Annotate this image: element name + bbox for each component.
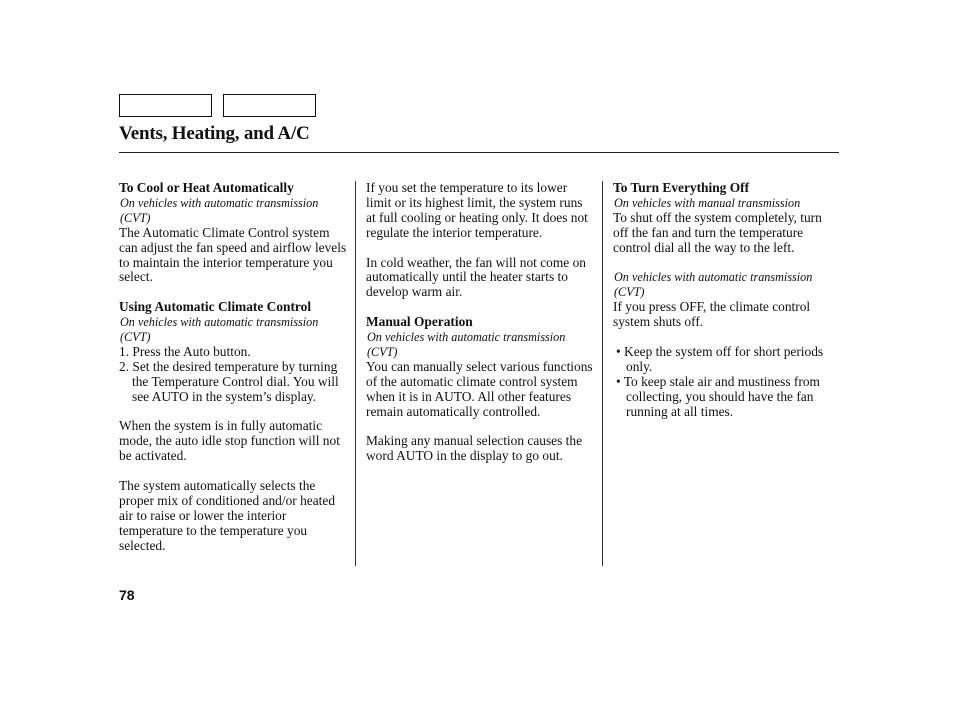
list-item: • To keep stale air and mustiness from collecting, you should have the fan running at all times. xyxy=(616,373,820,419)
body-paragraph: If you press OFF, the climate control system shuts off. xyxy=(613,299,811,330)
page-number: 78 xyxy=(119,587,135,603)
body-paragraph: The system automatically selects the proper mix of conditioned and/or heated air to raise or lower the interior temperature to the temperature you selected. xyxy=(119,478,336,553)
list-item: • Keep the system off for short periods only. xyxy=(616,343,824,374)
transmission-note: On vehicles with automatic transmission (CVT) xyxy=(367,330,566,359)
section-heading-manual-operation: Manual Operation xyxy=(366,314,473,330)
transmission-note: On vehicles with automatic transmission (CVT) xyxy=(614,270,813,300)
column-divider xyxy=(602,181,603,566)
section-heading-using-automatic-climate-control: Using Automatic Climate Control xyxy=(119,299,312,315)
body-paragraph: In cold weather, the fan will not come on automatically until the heater starts to develop warm air. xyxy=(366,254,586,300)
steps-list xyxy=(119,345,347,405)
body-paragraph: If you set the temperature to its lower limit or its highest limit, the system runs at full cooling or heating only. It does not regulate the interior temperature. xyxy=(366,180,588,240)
column-3 xyxy=(613,181,839,419)
bullet-list xyxy=(613,345,839,420)
body-paragraph: When the system is in fully automatic mode, the auto idle stop function will not be activated. xyxy=(119,418,340,464)
column-divider xyxy=(355,181,356,566)
transmission-note: On vehicles with automatic transmission (CVT) xyxy=(120,195,319,225)
body-paragraph: Making any manual selection causes the word AUTO in the display to go out. xyxy=(366,433,583,464)
list-item: 2. Set the desired temperature by turning the Temperature Control dial. You will see AUTO in the system’s display. xyxy=(119,358,339,404)
section-heading-cool-heat-automatically: To Cool or Heat Automatically xyxy=(119,180,294,195)
header-tab-box-1 xyxy=(119,94,212,117)
list-item: 1. Press the Auto button. xyxy=(119,343,251,359)
column-1 xyxy=(119,181,347,554)
header-tab-box-2 xyxy=(223,94,316,117)
transmission-note: On vehicles with automatic transmission (CVT) xyxy=(120,315,319,345)
transmission-note: On vehicles with manual transmission xyxy=(614,195,801,210)
body-paragraph: The Automatic Climate Control system can adjust the fan speed and airflow levels to maintain the interior temperature you select. xyxy=(119,224,347,285)
section-heading-turn-everything-off: To Turn Everything Off xyxy=(613,180,750,195)
body-paragraph: You can manually select various functions of the automatic climate control system when it is in AUTO. All other features remain automatically controlled. xyxy=(366,358,593,419)
page-title: Vents, Heating, and A/C xyxy=(119,123,310,144)
column-2 xyxy=(366,181,594,464)
body-paragraph: To shut off the system completely, turn off the fan and turn the temperature control dial all the way to the left. xyxy=(613,209,822,255)
title-rule xyxy=(119,152,839,153)
